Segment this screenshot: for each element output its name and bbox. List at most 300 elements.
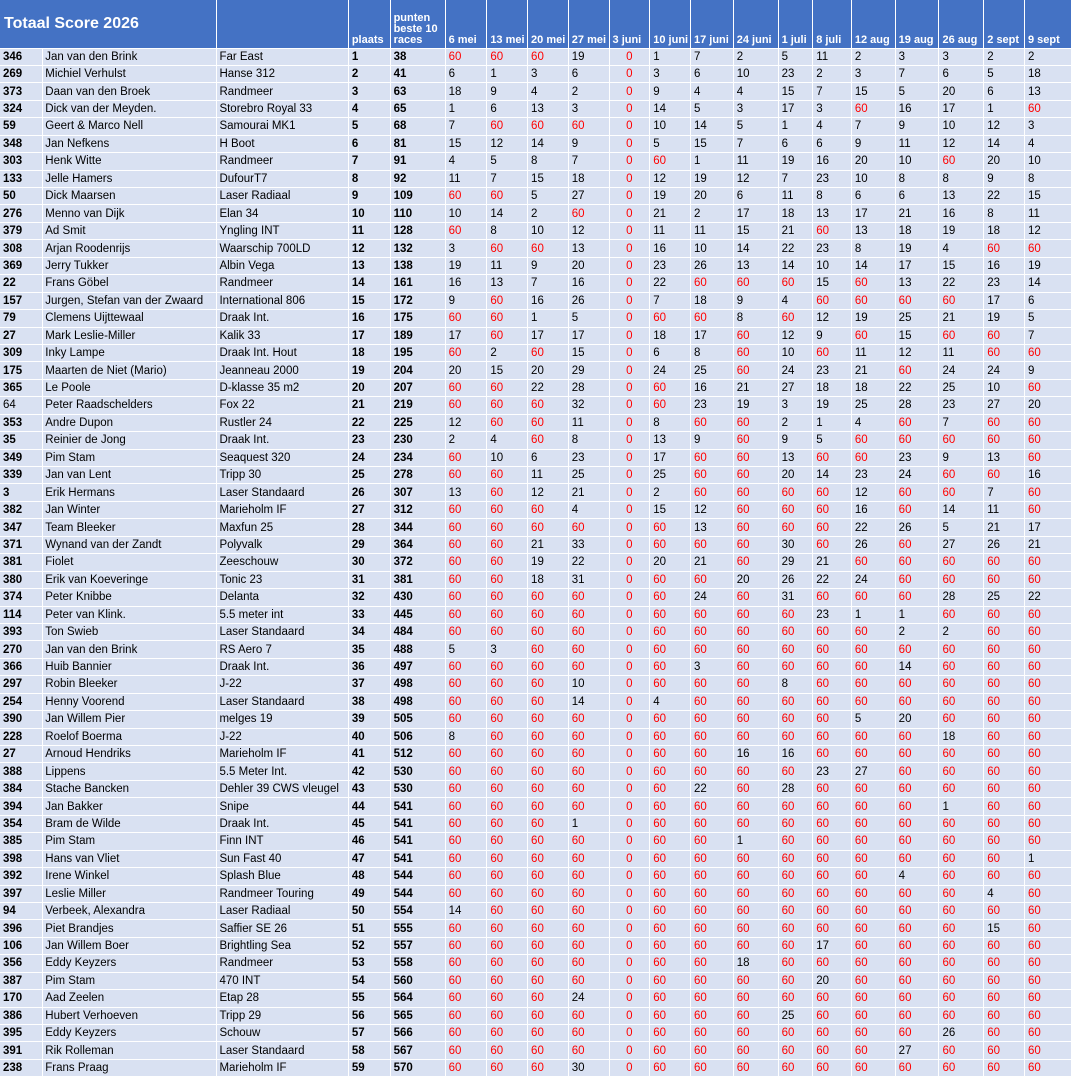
sailor-name-cell: Eddy Keyzers [43,1025,217,1042]
race-score-cell: 60 [939,780,984,797]
sailor-name-cell: Jan Willem Boer [43,937,217,954]
race-score-cell: 0 [609,135,650,152]
race-score-cell: 60 [813,536,852,553]
race-score-cell: 3 [895,48,939,65]
table-row [0,937,1072,954]
table-row [0,536,1072,553]
boat-type-cell: Hanse 312 [217,65,348,82]
boat-type-cell: Samourai MK1 [217,118,348,135]
race-score-cell: 60 [813,798,852,815]
sailor-name-cell: Erik Hermans [43,484,217,501]
race-score-cell: 7 [984,484,1025,501]
total-points-cell: 498 [390,676,445,693]
race-score-cell: 60 [650,397,691,414]
race-score-cell: 60 [939,153,984,170]
race-score-cell: 60 [690,711,733,728]
race-score-cell: 0 [609,763,650,780]
race-score-cell: 11 [445,170,487,187]
sail-number-cell: 356 [0,955,43,972]
race-score-cell: 60 [650,780,691,797]
race-score-cell: 21 [690,554,733,571]
race-score-cell: 60 [851,275,895,292]
race-score-cell: 60 [1025,937,1072,954]
race-score-cell: 60 [487,763,528,780]
boat-type-cell: Rustler 24 [217,414,348,431]
race-score-cell: 0 [609,188,650,205]
boat-type-cell: Randmeer [217,153,348,170]
race-score-cell: 60 [778,711,813,728]
race-score-cell: 60 [445,885,487,902]
table-row [0,432,1072,449]
race-score-cell: 60 [1025,815,1072,832]
race-score-cell: 22 [895,379,939,396]
race-score-cell: 0 [609,501,650,518]
sailor-name-cell: Menno van Dijk [43,205,217,222]
total-points-cell: 204 [390,362,445,379]
race-score-cell: 16 [939,205,984,222]
race-score-cell: 60 [984,955,1025,972]
race-score-cell: 60 [445,449,487,466]
race-score-cell: 60 [939,902,984,919]
race-score-cell: 7 [813,83,852,100]
race-score-cell: 4 [778,292,813,309]
race-score-cell: 60 [984,240,1025,257]
race-score-cell: 60 [851,833,895,850]
race-score-cell: 60 [568,763,609,780]
race-score-cell: 0 [609,676,650,693]
race-score-cell: 0 [609,955,650,972]
race-score-cell: 3 [650,65,691,82]
place-cell: 15 [348,292,390,309]
race-score-cell: 60 [690,414,733,431]
race-score-cell: 60 [895,746,939,763]
race-score-cell: 60 [778,310,813,327]
race-score-cell: 20 [445,362,487,379]
place-cell: 29 [348,536,390,553]
race-score-cell: 60 [984,676,1025,693]
race-score-cell: 60 [690,536,733,553]
race-score-cell: 60 [1025,885,1072,902]
race-score-cell: 60 [813,623,852,640]
total-points-cell: 541 [390,815,445,832]
sailor-name-cell: Bram de Wilde [43,815,217,832]
race-score-cell: 60 [733,484,778,501]
race-score-cell: 0 [609,1007,650,1024]
place-cell: 59 [348,1059,390,1076]
race-score-cell: 60 [813,902,852,919]
race-score-cell: 60 [733,885,778,902]
race-score-cell: 16 [528,292,569,309]
race-score-cell: 6 [733,188,778,205]
race-score-cell: 15 [445,135,487,152]
sail-number-cell: 106 [0,937,43,954]
race-score-cell: 60 [733,676,778,693]
race-score-cell: 60 [1025,1042,1072,1059]
place-cell: 38 [348,693,390,710]
sail-number-cell: 391 [0,1042,43,1059]
table-row [0,728,1072,745]
place-cell: 46 [348,833,390,850]
sailor-name-cell: Andre Dupon [43,414,217,431]
place-cell: 35 [348,641,390,658]
race-score-cell: 60 [733,1059,778,1076]
table-row [0,571,1072,588]
total-points-cell: 430 [390,589,445,606]
race-score-cell: 1 [939,798,984,815]
total-points-cell: 381 [390,571,445,588]
sailor-name-cell: Roelof Boerma [43,728,217,745]
race-score-cell: 60 [568,780,609,797]
race-score-cell: 60 [939,1007,984,1024]
race-score-cell: 60 [528,414,569,431]
race-score-cell: 60 [528,606,569,623]
race-score-cell: 2 [778,414,813,431]
race-score-cell: 60 [895,1059,939,1076]
race-score-cell: 25 [851,397,895,414]
race-score-cell: 13 [939,188,984,205]
table-row [0,100,1072,117]
race-score-cell: 60 [1025,501,1072,518]
sail-number-cell: 170 [0,990,43,1007]
race-score-cell: 0 [609,658,650,675]
sail-number-cell: 269 [0,65,43,82]
race-score-cell: 22 [690,780,733,797]
race-score-cell: 60 [528,658,569,675]
race-score-cell: 3 [851,65,895,82]
race-score-cell: 11 [568,414,609,431]
race-score-cell: 60 [813,955,852,972]
race-header: 20 mei [528,0,569,48]
race-score-cell: 7 [568,153,609,170]
race-score-cell: 8 [895,170,939,187]
sail-number-cell: 308 [0,240,43,257]
race-score-cell: 9 [939,449,984,466]
race-score-cell: 11 [778,188,813,205]
race-score-cell: 4 [733,83,778,100]
race-score-cell: 14 [487,205,528,222]
race-score-cell: 60 [568,1025,609,1042]
sail-number-cell: 35 [0,432,43,449]
place-cell: 45 [348,815,390,832]
race-score-cell: 0 [609,571,650,588]
race-score-cell: 25 [568,467,609,484]
race-score-cell: 15 [487,362,528,379]
sailor-name-cell: Peter Knibbe [43,589,217,606]
race-score-cell: 60 [445,379,487,396]
total-points-cell: 189 [390,327,445,344]
sail-number-cell: 381 [0,554,43,571]
race-score-cell: 60 [445,711,487,728]
race-score-cell: 0 [609,850,650,867]
race-score-cell: 60 [778,693,813,710]
race-score-cell: 60 [778,658,813,675]
race-score-cell: 60 [1025,920,1072,937]
race-score-cell: 60 [1025,571,1072,588]
race-score-cell: 60 [984,414,1025,431]
race-score-cell: 60 [445,850,487,867]
race-score-cell: 60 [690,868,733,885]
race-score-cell: 8 [568,432,609,449]
race-score-cell: 23 [650,257,691,274]
race-score-cell: 0 [609,1025,650,1042]
race-score-cell: 5 [445,641,487,658]
table-row [0,676,1072,693]
race-score-cell: 5 [778,48,813,65]
place-cell: 10 [348,205,390,222]
race-score-cell: 60 [445,815,487,832]
place-cell: 26 [348,484,390,501]
race-score-cell: 24 [778,362,813,379]
race-header: 13 mei [487,0,528,48]
race-score-cell: 60 [895,571,939,588]
boat-type-cell: D-klasse 35 m2 [217,379,348,396]
race-score-cell: 60 [487,467,528,484]
race-score-cell: 60 [487,571,528,588]
race-score-cell: 60 [895,972,939,989]
race-score-cell: 9 [528,257,569,274]
race-score-cell: 60 [939,833,984,850]
boat-type-cell: DufourT7 [217,170,348,187]
race-score-cell: 0 [609,815,650,832]
race-score-cell: 8 [851,240,895,257]
race-header: 6 mei [445,0,487,48]
race-score-cell: 60 [568,641,609,658]
race-score-cell: 20 [690,188,733,205]
boat-type-cell: H Boot [217,135,348,152]
race-score-cell: 5 [984,65,1025,82]
boat-type-cell: Draak Int. [217,815,348,832]
race-score-cell: 60 [733,275,778,292]
race-score-cell: 60 [568,746,609,763]
race-score-cell: 10 [487,449,528,466]
sailor-name-cell: Fiolet [43,554,217,571]
race-score-cell: 60 [1025,990,1072,1007]
race-score-cell: 0 [609,48,650,65]
table-row [0,205,1072,222]
race-score-cell: 60 [528,676,569,693]
total-points-cell: 92 [390,170,445,187]
race-score-cell: 0 [609,222,650,239]
sailor-name-cell: Geert & Marco Nell [43,118,217,135]
place-cell: 8 [348,170,390,187]
race-score-cell: 60 [984,623,1025,640]
race-score-cell: 60 [895,641,939,658]
race-score-cell: 60 [445,310,487,327]
race-score-cell: 17 [1025,519,1072,536]
race-score-cell: 60 [445,937,487,954]
race-score-cell: 0 [609,902,650,919]
race-score-cell: 11 [1025,205,1072,222]
race-score-cell: 25 [778,1007,813,1024]
race-score-cell: 60 [851,327,895,344]
race-score-cell: 24 [690,589,733,606]
race-score-cell: 6 [650,344,691,361]
race-score-cell: 60 [690,1042,733,1059]
race-score-cell: 1 [851,606,895,623]
boat-type-cell: Schouw [217,1025,348,1042]
race-score-cell: 60 [690,885,733,902]
race-score-cell: 22 [778,240,813,257]
race-score-cell: 1 [984,100,1025,117]
race-score-cell: 7 [895,65,939,82]
place-cell: 27 [348,501,390,518]
sailor-name-cell: Dick van der Meyden. [43,100,217,117]
table-row [0,327,1072,344]
race-score-cell: 60 [733,850,778,867]
race-score-cell: 0 [609,292,650,309]
race-score-cell: 4 [568,501,609,518]
sailor-name-cell: Jerry Tukker [43,257,217,274]
race-score-cell: 60 [445,955,487,972]
race-score-cell: 15 [813,275,852,292]
boat-type-cell: Elan 34 [217,205,348,222]
race-score-cell: 60 [895,955,939,972]
race-score-cell: 60 [851,798,895,815]
race-score-cell: 23 [851,467,895,484]
race-score-cell: 19 [733,397,778,414]
race-score-cell: 60 [813,589,852,606]
race-score-cell: 60 [984,798,1025,815]
race-score-cell: 0 [609,693,650,710]
race-score-cell: 22 [939,275,984,292]
boat-type-cell: Draak Int. [217,658,348,675]
points-header: punten beste 10 races [390,0,445,48]
race-score-cell: 21 [528,536,569,553]
boat-type-cell: Maxfun 25 [217,519,348,536]
race-score-cell: 60 [568,658,609,675]
sail-number-cell: 270 [0,641,43,658]
race-score-cell: 60 [939,815,984,832]
race-score-cell: 60 [813,519,852,536]
race-score-cell: 60 [528,48,569,65]
sailor-name-cell: Henk Witte [43,153,217,170]
race-score-cell: 60 [528,1042,569,1059]
race-score-cell: 12 [733,170,778,187]
race-score-cell: 25 [984,589,1025,606]
race-score-cell: 60 [568,606,609,623]
race-score-cell: 23 [813,240,852,257]
race-score-cell: 26 [851,536,895,553]
race-score-cell: 60 [568,519,609,536]
race-score-cell: 0 [609,65,650,82]
race-score-cell: 0 [609,397,650,414]
race-score-cell: 12 [984,118,1025,135]
race-score-cell: 17 [690,327,733,344]
race-score-cell: 13 [778,449,813,466]
race-score-cell: 60 [487,484,528,501]
race-score-cell: 60 [851,658,895,675]
table-row [0,1025,1072,1042]
race-score-cell: 12 [690,501,733,518]
race-score-cell: 60 [733,501,778,518]
race-score-cell: 22 [650,275,691,292]
race-score-cell: 60 [1025,711,1072,728]
race-score-cell: 12 [445,414,487,431]
total-points-cell: 506 [390,728,445,745]
race-score-cell: 60 [487,885,528,902]
race-score-cell: 9 [690,432,733,449]
race-score-cell: 60 [487,868,528,885]
table-row [0,1007,1072,1024]
race-score-cell: 60 [528,519,569,536]
race-score-cell: 24 [939,362,984,379]
race-score-cell: 60 [528,780,569,797]
race-score-cell: 25 [939,379,984,396]
race-score-cell: 23 [939,397,984,414]
race-score-cell: 14 [690,118,733,135]
total-points-cell: 109 [390,188,445,205]
place-cell: 55 [348,990,390,1007]
sailor-name-cell: Maarten de Niet (Mario) [43,362,217,379]
boat-type-cell: Storebro Royal 33 [217,100,348,117]
race-score-cell: 9 [487,83,528,100]
race-score-cell: 60 [984,327,1025,344]
race-score-cell: 8 [813,188,852,205]
race-score-cell: 3 [813,100,852,117]
race-score-cell: 1 [690,153,733,170]
race-score-cell: 60 [984,571,1025,588]
race-score-cell: 60 [690,571,733,588]
table-row [0,240,1072,257]
place-cell: 32 [348,589,390,606]
race-score-cell: 12 [528,484,569,501]
table-row [0,1042,1072,1059]
race-score-cell: 60 [445,798,487,815]
sailor-name-cell: Hans van Vliet [43,850,217,867]
place-cell: 57 [348,1025,390,1042]
race-score-cell: 3 [690,658,733,675]
table-row [0,188,1072,205]
race-score-cell: 60 [650,571,691,588]
race-score-cell: 60 [650,589,691,606]
race-score-cell: 12 [568,222,609,239]
race-score-cell: 11 [733,153,778,170]
sailor-name-cell: Jan van Lent [43,467,217,484]
race-score-cell: 60 [733,711,778,728]
place-cell: 5 [348,118,390,135]
table-row [0,902,1072,919]
race-score-cell: 7 [851,118,895,135]
sail-number-cell: 385 [0,833,43,850]
race-score-cell: 60 [690,310,733,327]
race-score-cell: 60 [733,519,778,536]
race-score-cell: 60 [984,606,1025,623]
race-score-cell: 60 [984,763,1025,780]
race-score-cell: 60 [778,623,813,640]
total-points-cell: 41 [390,65,445,82]
race-score-cell: 60 [851,1025,895,1042]
table-row [0,275,1072,292]
race-score-cell: 3 [445,240,487,257]
race-score-cell: 11 [650,222,691,239]
race-score-cell: 12 [939,135,984,152]
race-score-cell: 60 [650,920,691,937]
total-points-cell: 128 [390,222,445,239]
total-points-cell: 132 [390,240,445,257]
race-score-cell: 1 [778,118,813,135]
total-points-cell: 364 [390,536,445,553]
race-score-cell: 1 [487,65,528,82]
race-score-cell: 60 [445,868,487,885]
race-score-cell: 60 [939,658,984,675]
race-score-cell: 60 [528,641,569,658]
boat-type-cell: International 806 [217,292,348,309]
boat-type-cell: Etap 28 [217,990,348,1007]
race-score-cell: 60 [650,746,691,763]
race-score-cell: 60 [813,484,852,501]
race-score-cell: 60 [650,310,691,327]
race-score-cell: 60 [733,414,778,431]
